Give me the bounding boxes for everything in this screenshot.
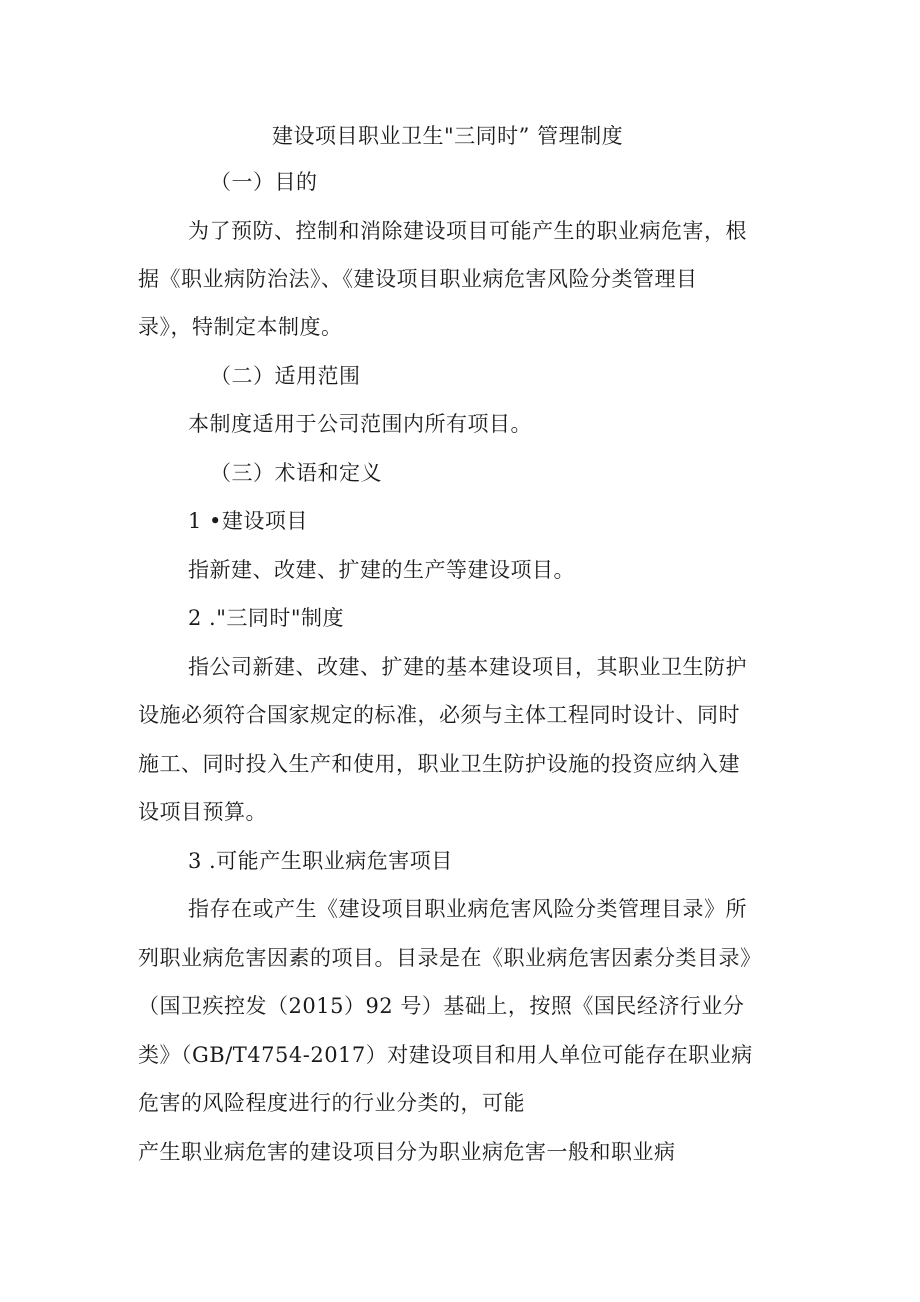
term-heading-3: 3 .可能产生职业病危害项目 xyxy=(188,849,453,873)
paragraph-line: 本制度适用于公司范围内所有项目。 xyxy=(188,412,532,436)
section-heading-scope: （二）适用范围 xyxy=(210,364,361,388)
paragraph-line: 指存在或产生《建设项目职业病危害风险分类管理目录》所 xyxy=(188,897,747,921)
paragraph-line: 产生职业病危害的建设项目分为职业病危害一般和职业病 xyxy=(138,1140,676,1164)
paragraph-line: 指新建、改建、扩建的生产等建设项目。 xyxy=(188,558,575,582)
paragraph-line: 类》（GB/T4754-2017）对建设项目和用人单位可能存在职业病 xyxy=(138,1043,753,1067)
term-heading-1: 1 •建设项目 xyxy=(188,509,308,533)
paragraph-line: 危害的风险程度进行的行业分类的，可能 xyxy=(138,1091,525,1115)
paragraph-line: 为了预防、控制和消除建设项目可能产生的职业病危害，根 xyxy=(188,219,747,243)
paragraph-line: 设项目预算。 xyxy=(138,800,267,824)
paragraph-line: 指公司新建、改建、扩建的基本建设项目，其职业卫生防护 xyxy=(188,655,747,679)
paragraph-line: （国卫疾控发（2015）92 号）基础上，按照《国民经济行业分 xyxy=(138,994,745,1018)
paragraph-line: 施工、同时投入生产和使用，职业卫生防护设施的投资应纳入建 xyxy=(138,752,740,776)
paragraph-line: 据《职业病防治法》、《建设项目职业病危害风险分类管理目 xyxy=(138,267,698,291)
paragraph-line: 列职业病危害因素的项目。目录是在《职业病危害因素分类目录》 xyxy=(138,946,762,970)
term-heading-2: 2 ."三同时"制度 xyxy=(188,606,345,630)
document-title: 建设项目职业卫生"三同时” 管理制度 xyxy=(272,124,624,148)
paragraph-line: 设施必须符合国家规定的标准，必须与主体工程同时设计、同时 xyxy=(138,703,740,727)
paragraph-line: 录》，特制定本制度。 xyxy=(138,315,343,339)
section-heading-purpose: （一）目的 xyxy=(210,170,318,194)
section-heading-terms: （三）术语和定义 xyxy=(210,461,382,485)
